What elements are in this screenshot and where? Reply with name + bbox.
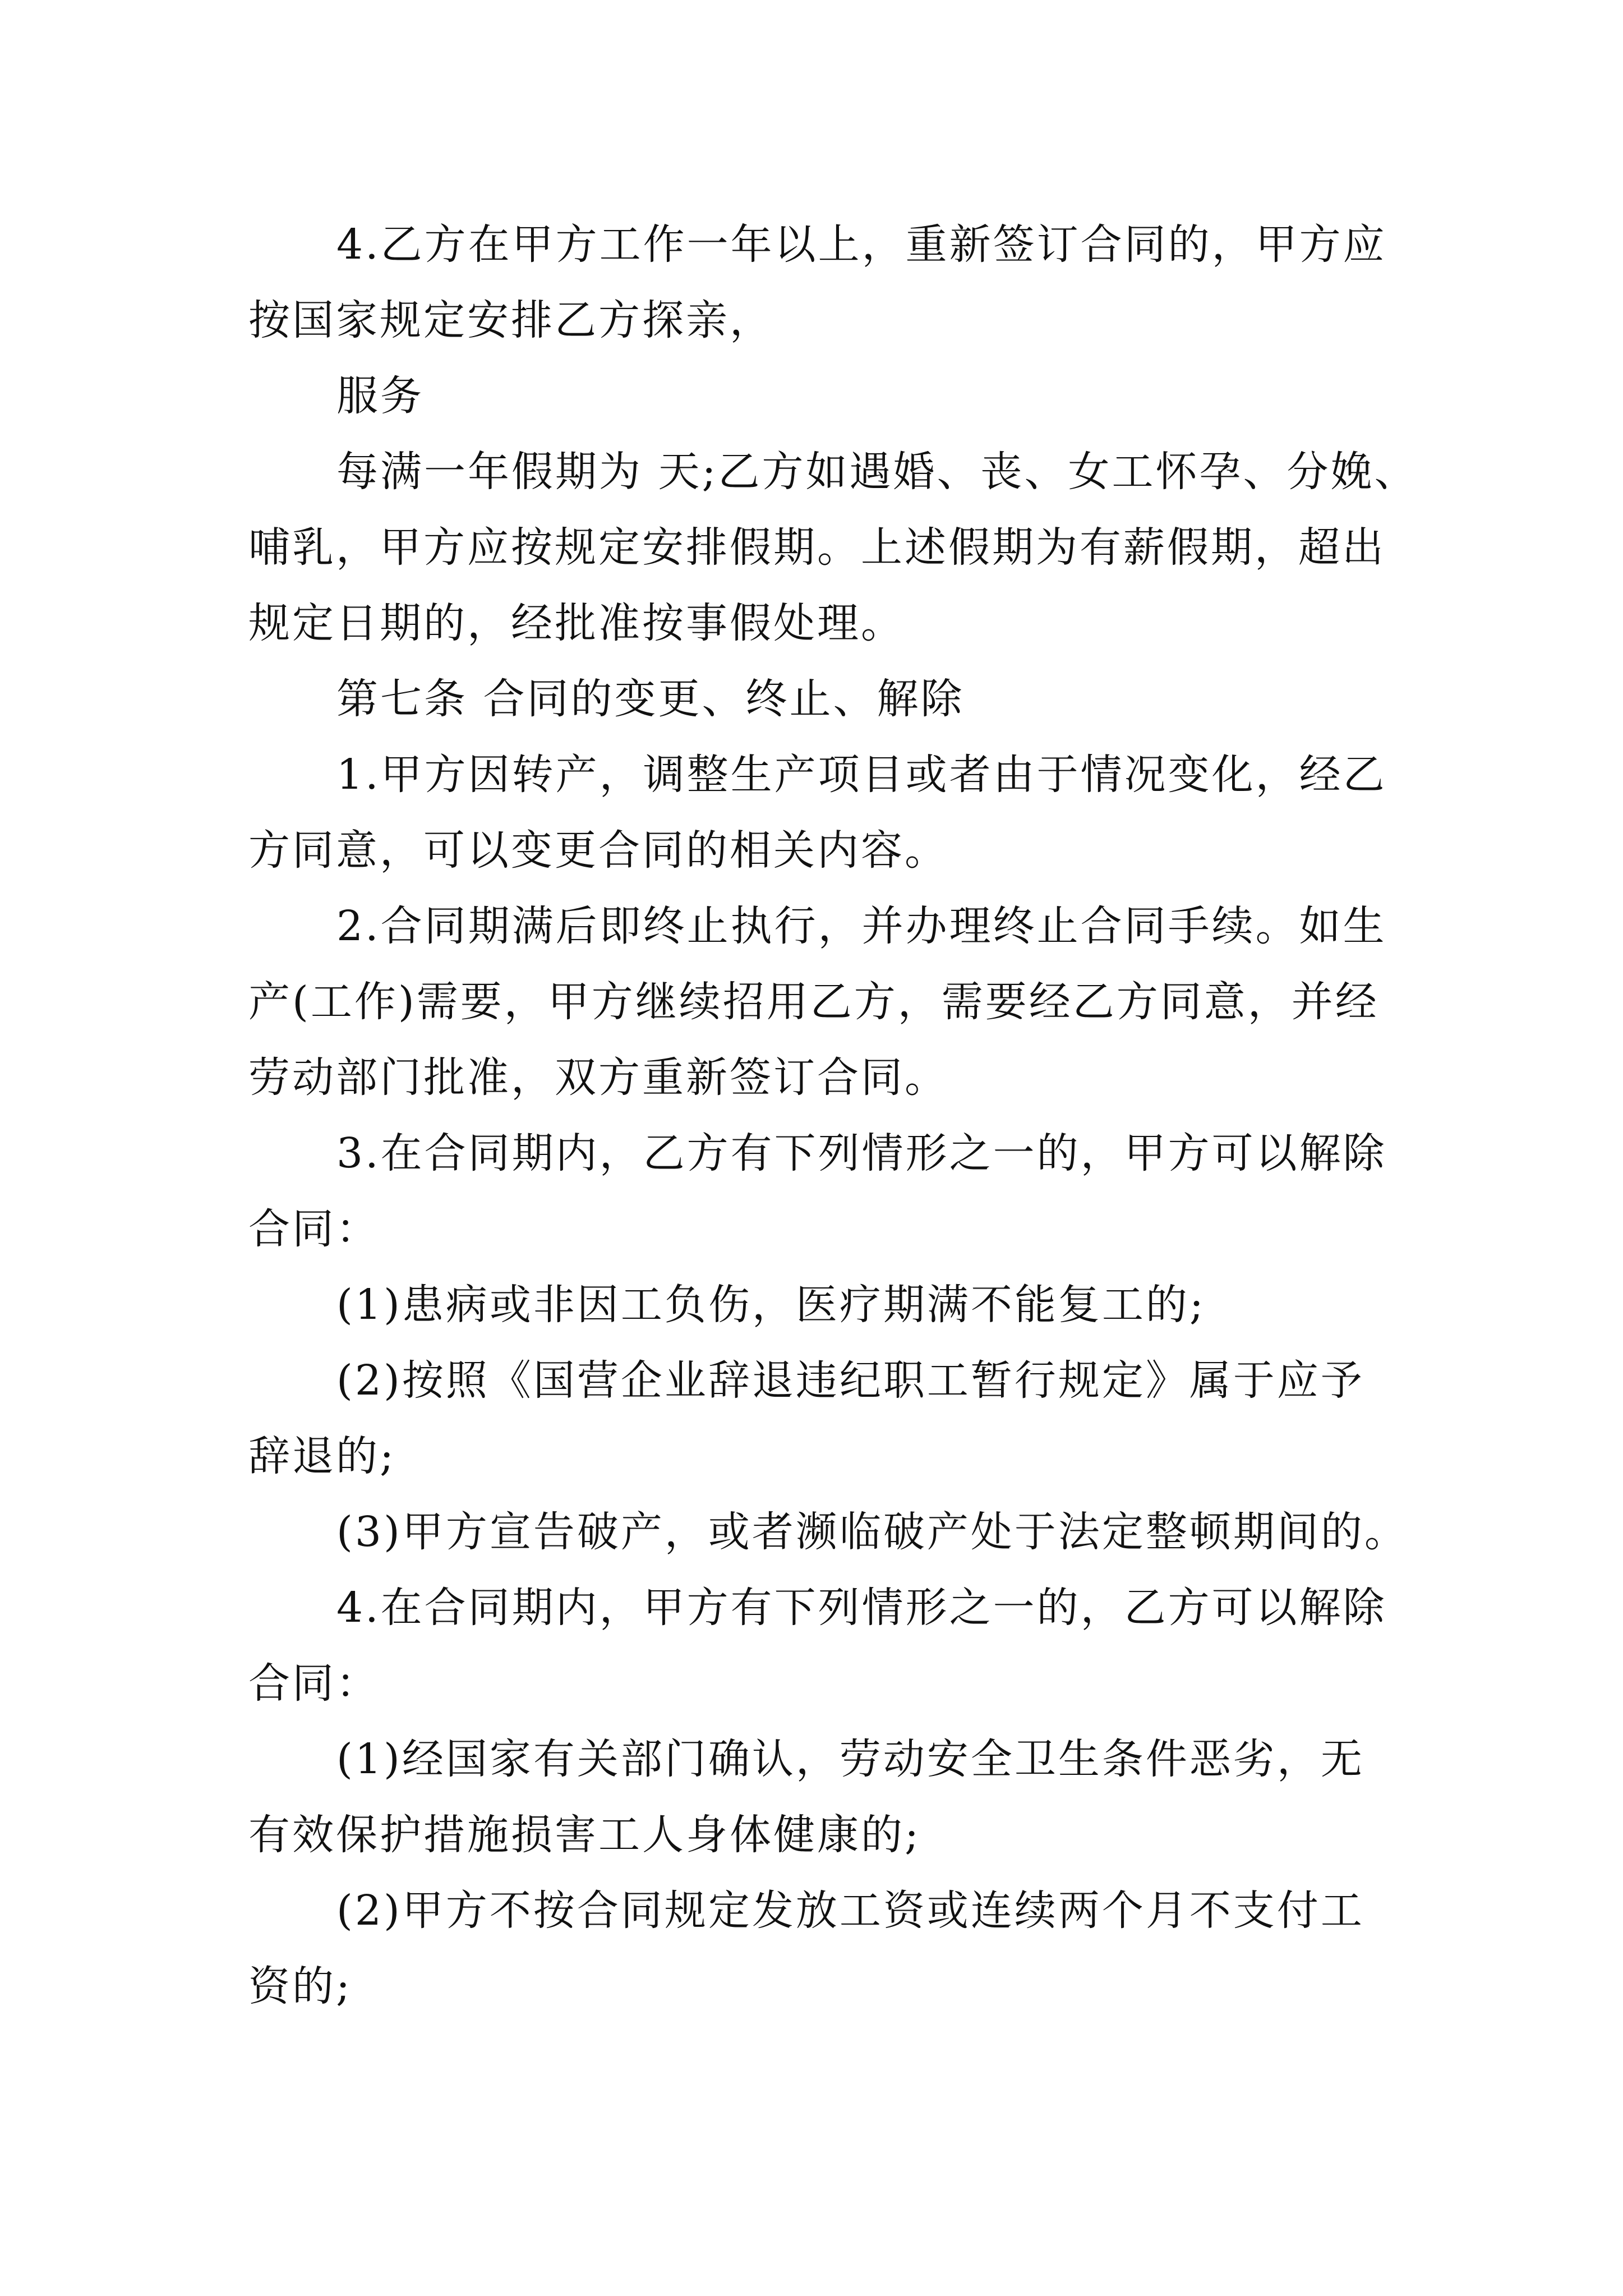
text-line: 资的; [248, 1962, 352, 2010]
text-line: 4.乙方在甲方工作一年以上，重新签订合同的，甲方应 [336, 220, 1387, 269]
text-line: 合同： [248, 1205, 380, 1253]
section-heading: 第七条 合同的变更、终止、解除 [336, 675, 965, 723]
text-line: 方同意，可以变更合同的相关内容。 [248, 826, 948, 875]
text-line: (1)患病或非因工负伤，医疗期满不能复工的; [336, 1281, 1206, 1329]
text-line: 辞退的; [248, 1432, 396, 1480]
text-line: 3.在合同期内，乙方有下列情形之一的，甲方可以解除 [336, 1129, 1387, 1177]
text-line: 2.合同期满后即终止执行，并办理终止合同手续。如生 [336, 902, 1387, 950]
text-line: 按国家规定安排乙方探亲， [248, 296, 773, 344]
text-line: (2)按照《国营企业辞退违纪职工暂行规定》属于应予 [336, 1356, 1364, 1405]
text-line: 规定日期的，经批准按事假处理。 [248, 599, 905, 647]
text-line: (2)甲方不按合同规定发放工资或连续两个月不支付工 [336, 1887, 1364, 1935]
text-line: 4.在合同期内，甲方有下列情形之一的，乙方可以解除 [336, 1584, 1387, 1632]
text-line: (1)经国家有关部门确认，劳动安全卫生条件恶劣，无 [336, 1735, 1364, 1783]
text-line: 合同： [248, 1659, 380, 1708]
text-line: 服务 [336, 372, 424, 420]
text-line: 每满一年假期为 天;乙方如遇婚、丧、女工怀孕、分娩、 [336, 448, 1418, 496]
text-line: 劳动部门批准，双方重新签订合同。 [248, 1053, 948, 1102]
text-line: 1.甲方因转产，调整生产项目或者由于情况变化，经乙 [336, 751, 1387, 799]
text-line: 产(工作)需要，甲方继续招用乙方，需要经乙方同意，并经 [248, 978, 1379, 1026]
text-line: 有效保护措施损害工人身体健康的; [248, 1811, 921, 1859]
text-line: 哺乳，甲方应按规定安排假期。上述假期为有薪假期，超出 [248, 523, 1386, 572]
text-line: (3)甲方宣告破产，或者濒临破产处于法定整顿期间的。 [336, 1508, 1408, 1556]
